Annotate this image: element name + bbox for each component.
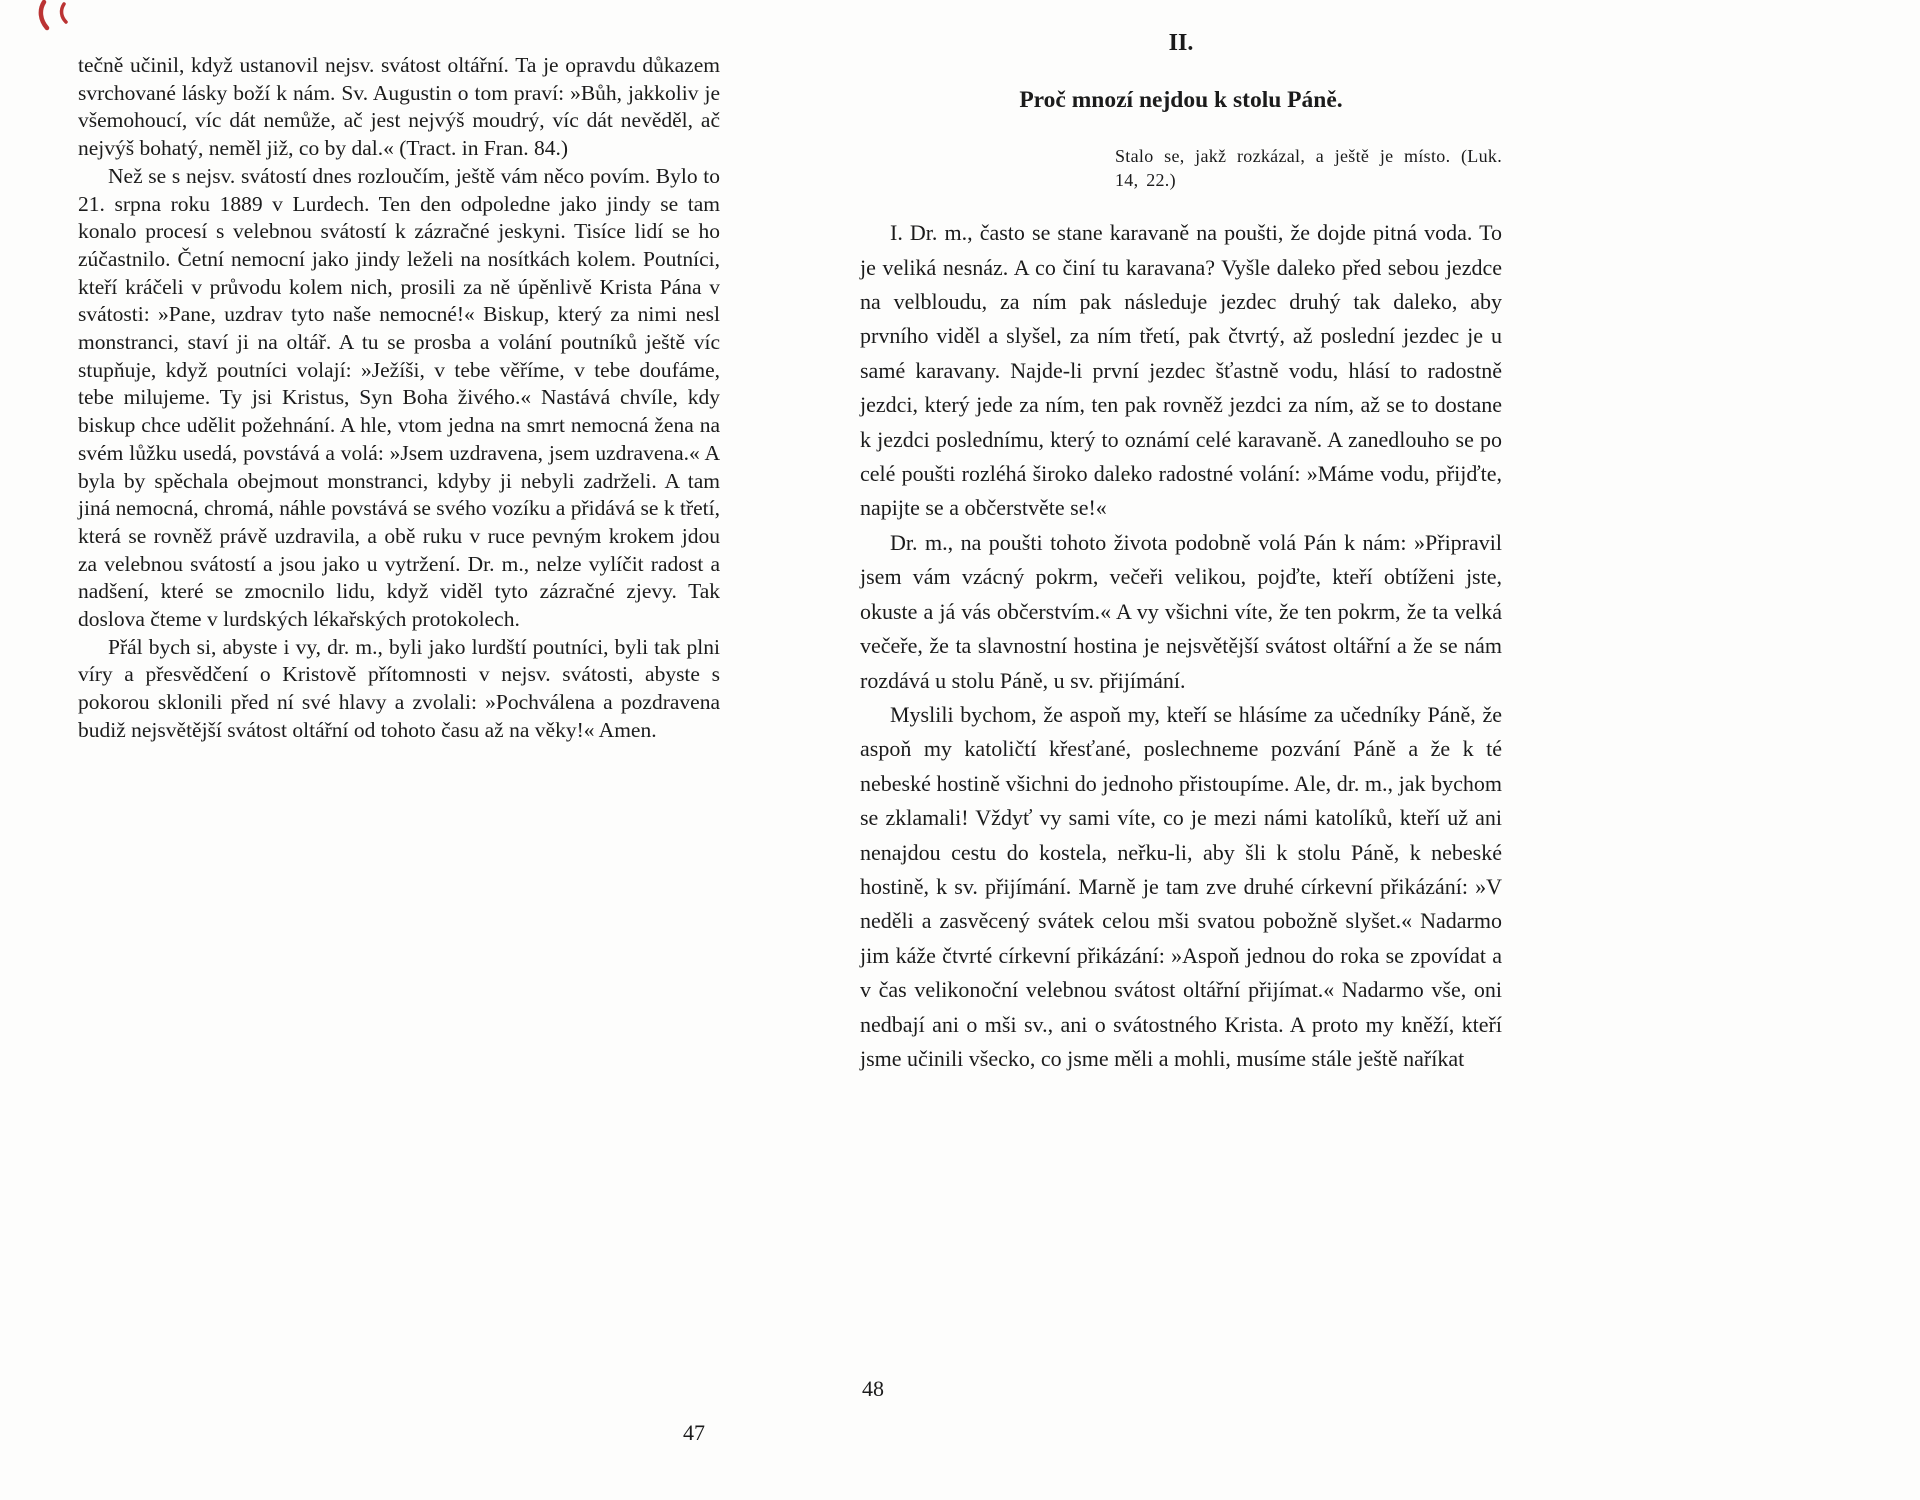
- paragraph: I. Dr. m., často se stane karavaně na poušti, že dojde pitná voda. To je veliká nesnáz. A co činí tu karavana? Vyšle daleko před sebou jezdce na velbloudu, za ním pak následuje jezdec druhý tak daleko, aby prvního viděl a slyšel, za ním třetí, pak čtvrtý, až poslední jezdec je u samé karavany. Najde-li první jezdec šťastně vodu, hlásí to radostně jezdci, který jede za ním, ten pak rovněž jezdci za ním, až se to dostane k jezdci poslednímu, který to oznámí celé karavaně. A zanedlouho se po celé poušti rozléhá široko daleko radostné volání: »Máme vodu, přijďte, napijte se a občerstvěte se!«: [860, 220, 1502, 521]
- paragraph: Přál bych si, abyste i vy, dr. m., byli jako lurdští poutníci, byli tak plni víry a přesvědčení o Kristově přítomnosti v nejsv. svátosti, abyste s pokorou sklonili před ní své hlavy a zvolali: »Pochválena a pozdravena budiž nejsvětější svátost oltářní od tohoto času až na věky!« Amen.: [78, 634, 720, 742]
- paragraph: Myslili bychom, že aspoň my, kteří se hlásíme za učedníky Páně, že aspoň my katoličtí křesťané, poslechneme pozvání Páně a že k té nebeské hostině všichni do jednoho přistoupíme. Ale, dr. m., jak bychom se zklamali! Vždyť vy sami víte, co je mezi námi katolíků, kteří už ani nenajdou cestu do kostela, neřku-li, aby šli k stolu Páně, k nebeské hostině, k sv. přijímání. Marně je tam zve druhé církevní přikázání: »V neděli a zasvěcený svátek celou mši svatou pobožně slyšet.« Nadarmo jim káže čtvrté církevní přikázání: »Aspoň jednou do roka se zpovídat a v čas velikonoční velebnou svátost oltářní přijímat.« Nadarmo vše, oni nedbají ani o mši sv., ani o svátostného Krista. A proto my kněží, kteří jsme učinili všecko, co jsme měli a mohli, musíme stále ještě naříkat: [860, 701, 1502, 1071]
- left-page: [78, 52, 720, 745]
- chapter-numeral: II.: [1168, 30, 1194, 56]
- epigraph: Stalo se, jakž rozkázal, a ještě je místo. (Luk. 14, 22.): [1115, 146, 1502, 191]
- chapter-title: Proč mnozí nejdou k stolu Páně.: [1019, 87, 1343, 114]
- right-page: [860, 30, 1502, 1076]
- paragraph: Než se s nejsv. svátostí dnes rozloučím, ještě vám něco povím. Bylo to 21. srpna roku 1889 v Lurdech. Ten den odpoledne jako jindy se tam konalo procesí s velebnou svátostí k zázračné jeskyni. Tisíce lidí se ho zúčastnilo. Četní nemocní jako jindy leželi na nosítkách kolem. Poutníci, kteří kráčeli v průvodu kolem nich, prosili za ně úpěnlivě Krista Pána v svátosti: »Pane, uzdrav tyto naše nemocné!« Biskup, který za nimi nesl monstranci, staví ji na oltář. A tu se prosba a volání poutníků ještě víc stupňuje, když poutníci volají: »Ježíši, v tebe věříme, v tebe doufáme, tebe milujeme. Ty jsi Kristus, Syn Boha živého.« Nastává chvíle, kdy biskup chce udělit požehnání. A hle, vtom jedna na smrt nemocná žena na svém lůžku usedá, povstává a volá: »Jsem uzdravena, jsem uzdravena.« A byla by spěchala obejmout monstranci, kdyby ji nebyli zadrželi. A tam jiná nemocná, chromá, náhle povstává se svého vozíku a přidává se k třetí, která se rovněž právě uzdravila, a obě ruku v ruce pevným krokem jdou za velebnou svátostí a jsou jako u vytržení. Dr. m., nelze vylíčit radost a nadšení, které se zmocnilo lidu, když viděl tyto zázračné zjevy. Tak doslova čteme v lurdských lékařských protokolech.: [78, 163, 720, 632]
- paragraph: Dr. m., na poušti tohoto života podobně volá Pán k nám: »Připravil jsem vám vzácný pokrm, večeři velikou, pojďte, kteří obtíženi jste, okuste a já vás občerstvím.« A vy všichni víte, že ten pokrm, že ta velká večeře, že ta slavnostní hostina je nejsvětější svátost oltářní a že se nám rozdává u stolu Páně, u sv. přijímání.: [860, 529, 1502, 693]
- page-number-left: 47: [683, 1420, 705, 1445]
- red-ink-mark: [14, 0, 86, 42]
- paragraph: tečně učinil, když ustanovil nejsv. svátost oltářní. Ta je opravdu důkazem svrchované lásky boží k nám. Sv. Augustin o tom praví: »Bůh, jakkoliv je všemohoucí, víc dát nemůže, ač jest nejvýš moudrý, víc dát nevěděl, ač nejvýš bohatý, neměl již, co by dal.« (Tract. in Fran. 84.): [78, 53, 720, 161]
- page-number-right: 48: [862, 1376, 884, 1401]
